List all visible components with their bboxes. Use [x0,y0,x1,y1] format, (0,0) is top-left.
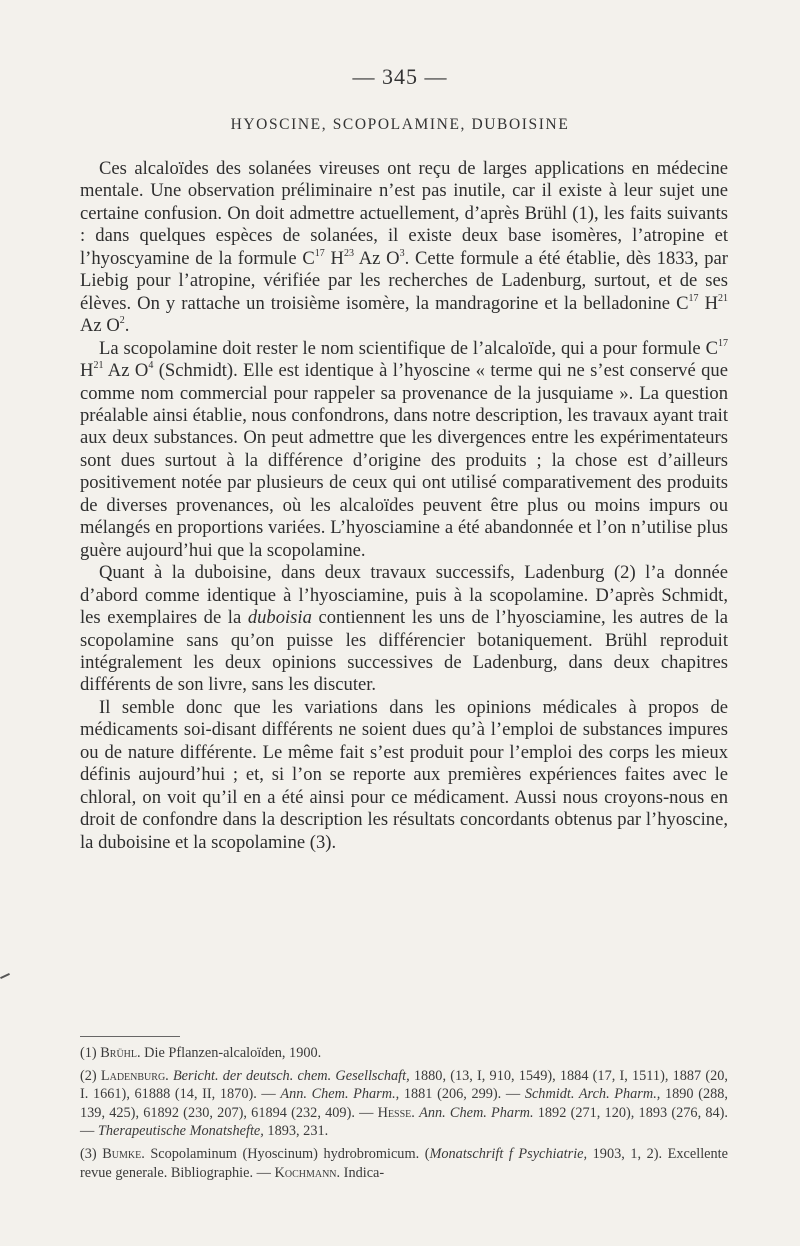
italic-title: Monatschrift f Psychiatrie, [429,1145,588,1162]
footnote-3 [80,1145,728,1182]
text-run: contiennent les uns de l’hyosciamine, les autres de la scopolamine sans qu’on puisse les différencier botaniquement. Brühl reproduit intégralement les deux opinions successives de Ladenburg, dans deux chapitres différents de son livre, sans les discuter. [80,607,728,696]
author-name: Ladenburg [100,1067,166,1084]
formula-superscript: 21 [93,360,104,372]
formula-superscript: 3 [399,247,405,259]
text-run: 1890 (288, 139, 425), 61892 (230, 207), 61894 (232, 409). — [80,1086,728,1121]
formula-superscript: 17 [314,247,325,259]
page-number: — 345 — [352,64,448,89]
italic-term: duboisia [247,607,312,629]
text-run: Il semble donc que les variations dans les opinions médicales à propos de médicaments soi-disant différents ne soient dues qu’à l’emploi de substances impures ou de nature différente. Le même fait s’est produit pour l’emploi des corps les mieux définis aujourd’hui ; et, si l’on se reporte aux premières expériences faites avec le chloral, on voit qu’il en a été ainsi pour ce médicament. Aussi nous croyons-nous en droit de confondre dans la description les résultats concordants obtenus par l’hyoscine, la duboisine et la scopolamine (3). [80,696,728,853]
author-name: Brühl [100,1045,138,1061]
formula-superscript: 21 [718,292,729,304]
italic-title: Therapeutische Monatshefte, [97,1123,264,1140]
text-run: . [165,1067,173,1084]
text-run: La scopolamine doit rester le nom scientifique de l’alcaloïde, qui a pour formule C [99,337,718,359]
formula-superscript: 23 [343,247,354,259]
section-title: HYOSCINE, SCOPOLAMINE, DUBOISINE [230,116,570,133]
author-name: Bumke [102,1145,142,1162]
italic-title: Ann. Chem. Pharm. [419,1104,534,1121]
text-run: H [80,360,94,382]
paragraph [80,697,728,854]
footnote-1 [80,1044,728,1063]
paragraph [80,338,728,563]
text-run: Az O [80,315,120,337]
text-run: . Die Pflanzen-alcaloïden, 1900. [137,1045,322,1061]
text-run: . Cette formule a été établie, dès 1833, par Liebig pour l’atropine, vérifiée par les recherches de Ladenburg, surtout, et de ses élèves. On y rattache un troisième isomère, la mandragorine et la belladonine C [80,247,728,314]
text-run: Az O [103,360,149,382]
paragraph [80,562,728,697]
text-run: . [124,315,130,337]
text-run: H [698,292,719,314]
formula-superscript: 17 [718,337,728,349]
footnote-separator [80,1036,180,1037]
scan-edge-mark [0,973,10,979]
footnote-number: (2) [80,1067,97,1084]
formula-superscript: 17 [688,292,699,304]
body-text [80,158,728,854]
author-name: Hesse [377,1104,412,1121]
text-run: Ces alcaloïdes des solanées vireuses ont reçu de larges applications en médecine mentale. Une observation préliminaire n’est pas inutile, car il existe à leur sujet une certaine confusion. On doit admettre actuellement, d’après Brühl (1), les faits suivants : dans quelques espèces de solanées, il existe deux base isomères, l’atropine et l’hyoscyamine de la formule C [80,158,728,269]
footnote-number: (3) [80,1145,97,1162]
text-run: . Indica- [336,1164,385,1181]
author-name: Kochmann [274,1164,337,1181]
formula-superscript: 4 [148,360,154,372]
text-run: 1881 (206, 299). — [399,1086,525,1103]
text-run: 1880, (13, I, 910, 1549), 1884 (17, I, 1511), 1887 (20, I. 1661), 61888 (14, II, 1870). — [80,1067,729,1103]
footnote-2 [80,1067,728,1141]
formula-superscript: 2 [119,315,125,327]
footnote-number: (1) [80,1045,97,1061]
footnotes [80,1044,728,1186]
text-run: . Scopolaminum (Hyoscinum) hydrobromicum. ( [141,1145,430,1162]
italic-title: Bericht. der deutsch. chem. Gesellschaft, [172,1067,410,1084]
text-run: (Schmidt). Elle est identique à l’hyoscine « terme qui ne s’est conservé que comme nom commercial pour rappeler sa provenance de la jusquiame ». La question préalable ainsi établie, nous confondrons, dans notre description, les travaux ayant trait aux deux substances. On peut admettre que les divergences entre les expérimentateurs sont dues surtout à la différence d’origine des produits ; la chose est d’ailleurs positivement notée par plusieurs de ceux qui ont utilisé comparativement des produits de diverses provenances, où les alcaloïdes peuvent être plus ou moins impurs ou mélangés en proportions variées. L’hyosciamine a été abandonnée et l’on n’utilise plus guère aujourd’hui que la scopolamine. [80,360,728,561]
text-run: H [324,247,344,269]
paragraph [80,158,728,338]
text-run: Az O [353,247,400,269]
italic-title: Ann. Chem. Pharm., [280,1086,400,1103]
text-run: 1892 (271, 120), 1893 (276, 84). — [80,1104,728,1140]
italic-title: Schmidt. Arch. Pharm., [524,1086,661,1103]
text-run: Quant à la duboisine, dans deux travaux successifs, Ladenburg (2) l’a donnée d’abord comme identique à l’hyosciamine, puis à la scopolamine. D’après Schmidt, les exemplaires de la [80,562,728,629]
text-run: 1903, 1, 2). Excellente revue generale. Bibliographie. — [80,1145,728,1181]
text-run: . [411,1104,420,1121]
text-run: 1893, 231. [263,1123,329,1140]
